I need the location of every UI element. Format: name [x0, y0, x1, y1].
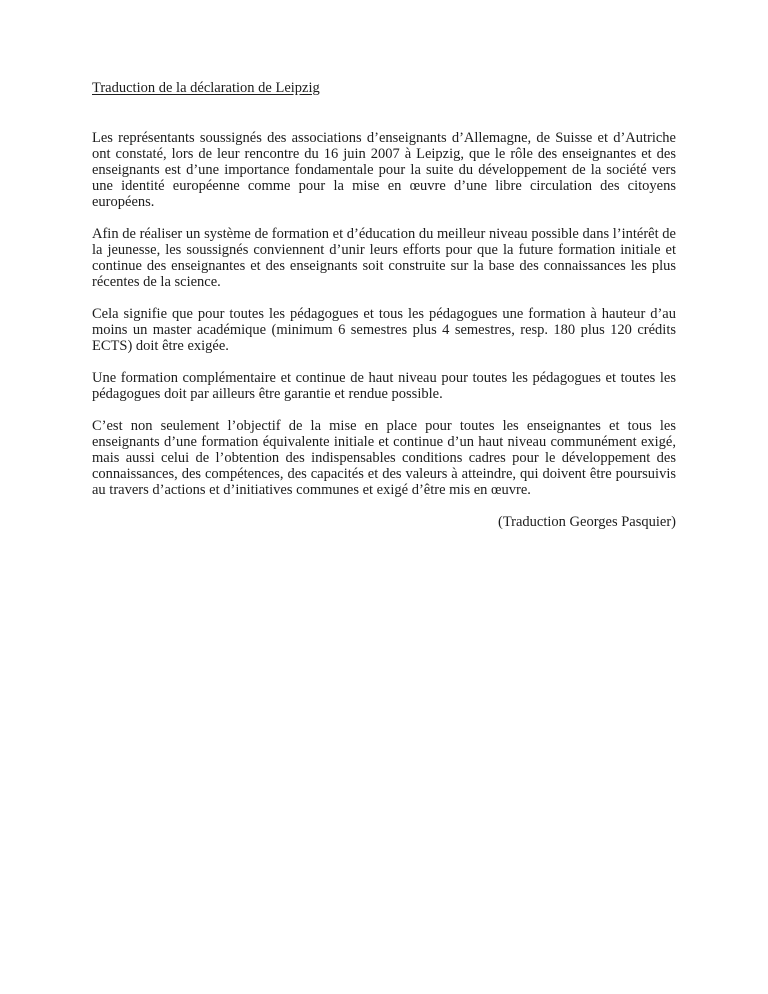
document-title: Traduction de la déclaration de Leipzig — [92, 80, 320, 96]
paragraph-2: Afin de réaliser un système de formation et d’éducation du meilleur niveau possible dans l’intérêt de la jeunesse, les soussignés conviennent d’unir leurs efforts pour que la future formation initiale et continue des enseignantes et des enseignants soit construite sur la base des connaissances les plus récentes de la science. — [92, 226, 676, 290]
paragraph-4: Une formation complémentaire et continue de haut niveau pour toutes les pédagogues et toutes les pédagogues doit par ailleurs être garantie et rendue possible. — [92, 370, 676, 402]
paragraph-1: Les représentants soussignés des associations d’enseignants d’Allemagne, de Suisse et d’Autriche ont constaté, lors de leur rencontre du 16 juin 2007 à Leipzig, que le rôle des enseignantes et des enseignants est d’une importance fondamentale pour la suite du développement de la société vers une identité européenne comme pour la mise en œuvre d’une libre circulation des citoyens européens. — [92, 130, 676, 210]
paragraph-3: Cela signifie que pour toutes les pédagogues et tous les pédagogues une formation à hauteur d’au moins un master académique (minimum 6 semestres plus 4 semestres, resp. 180 plus 120 crédits ECTS) doit être exigée. — [92, 306, 676, 354]
translation-credit: (Traduction Georges Pasquier) — [497, 514, 676, 530]
paragraph-5: C’est non seulement l’objectif de la mise en place pour toutes les enseignantes et tous les enseignants d’une formation équivalente initiale et continue d’un haut niveau communément exigé, mais aussi celui de l’obtention des indispensables conditions cadres pour le développement des connaissances, des compétences, des capacités et des valeurs à atteindre, qui doivent être poursuivis au travers d’actions et d’initiatives communes et exigé d’être mis en œuvre. — [92, 418, 676, 498]
